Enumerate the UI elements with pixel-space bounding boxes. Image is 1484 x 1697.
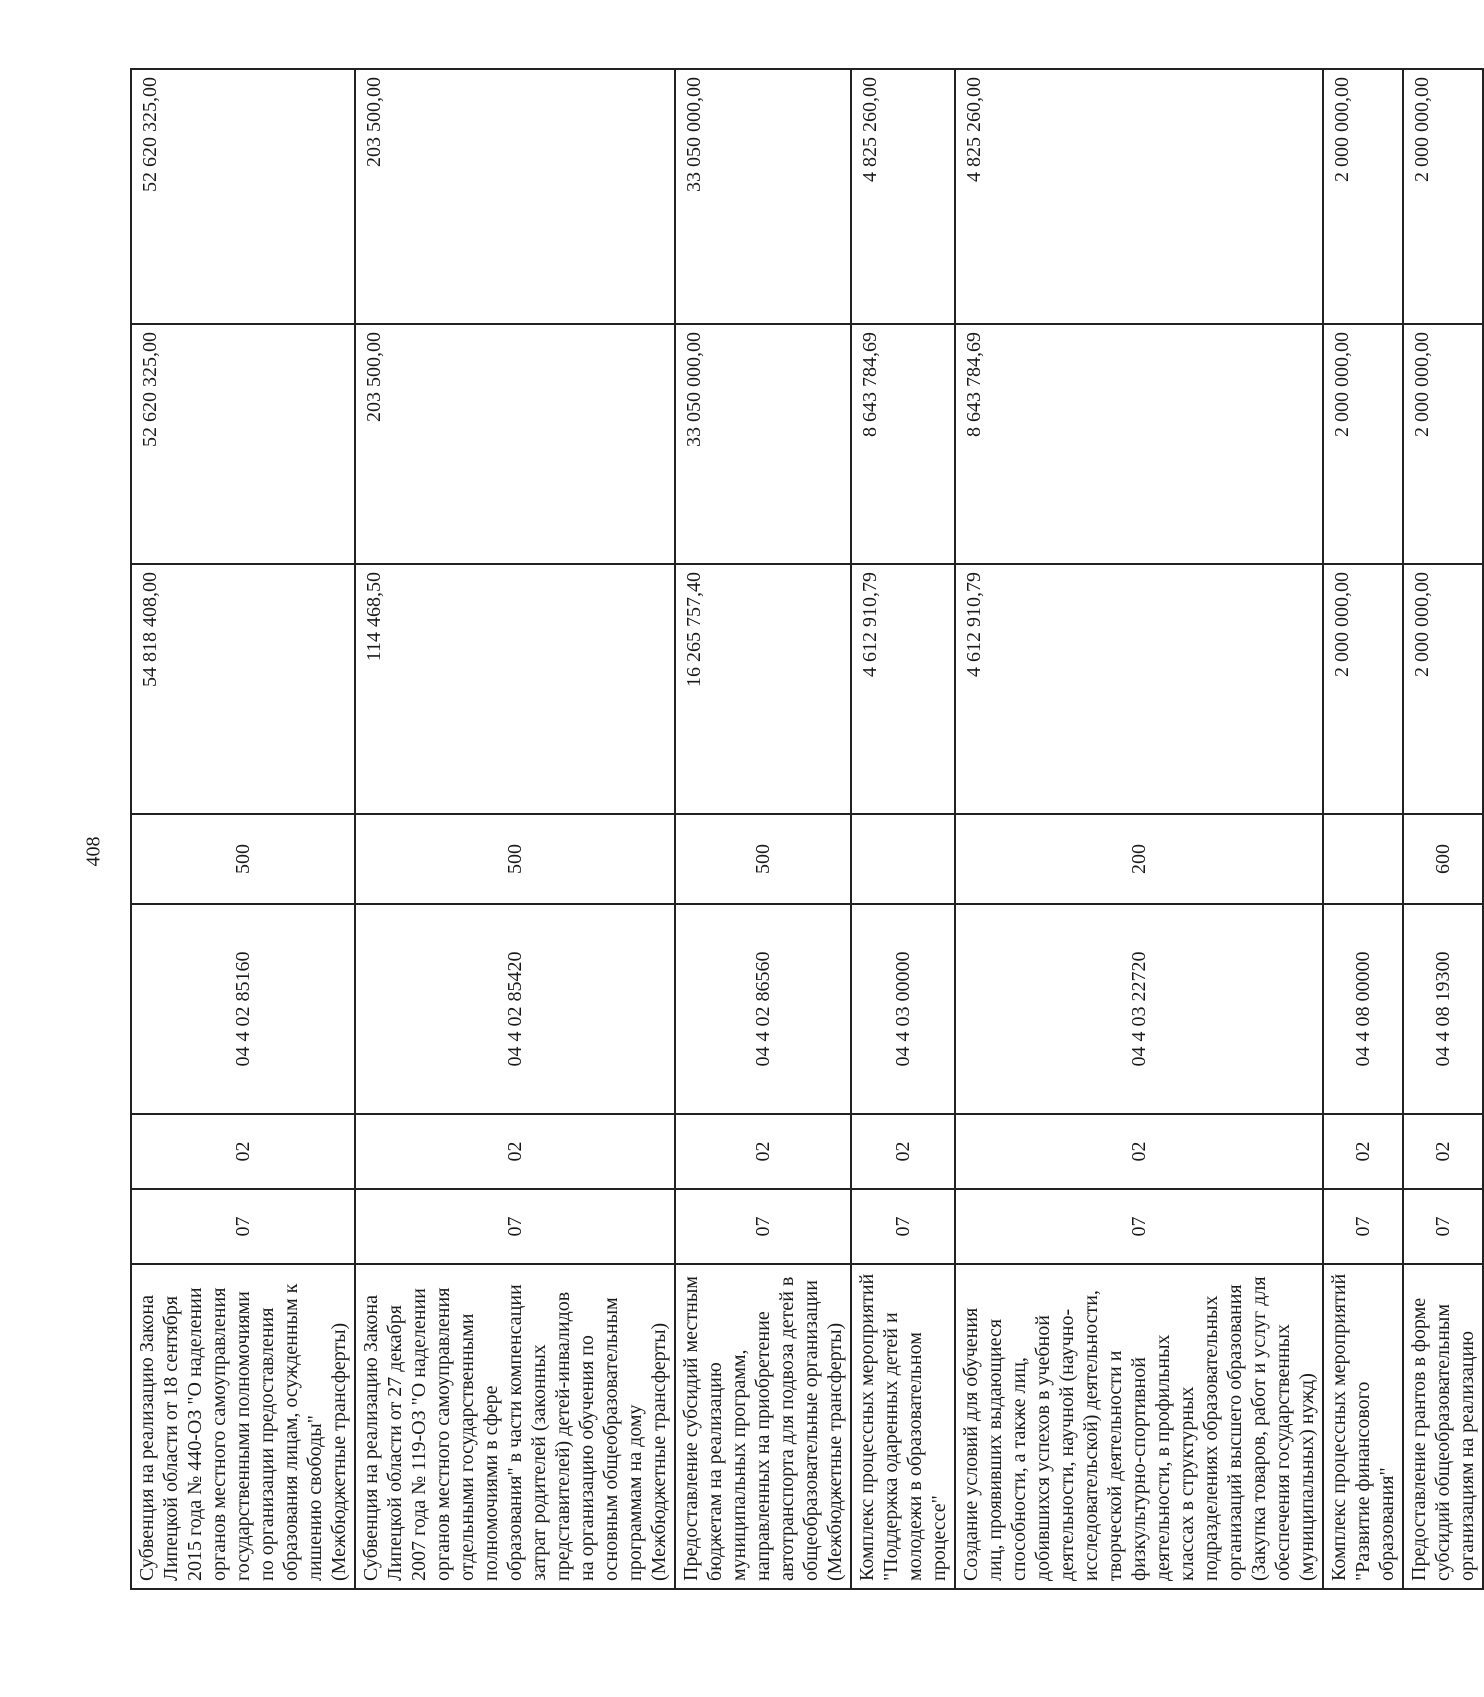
amount-1: 16 265 757,40 [675,564,851,814]
amount-3: 4 825 260,00 [955,69,1323,324]
target-article: 04 4 02 85160 [131,904,355,1114]
row-description: Создание условий для обучения лиц, проявивших выдающиеся способности, а также лиц, добившихся успехов в учебной деятельности, научной (научно-исследовательской) деятельности, творческой деятельности и физкультурно-спортивной деятельности, в профильных классах в структурных подразделениях образовательных организаций высшего образования (Закупка товаров, работ и услуг для обеспечения государственных (муниципальных) нужд) [955,1264,1323,1589]
amount-1: 114 468,50 [355,564,675,814]
table-row [955,69,1323,1589]
target-article: 04 4 08 00000 [1323,904,1403,1114]
amount-1: 2 000 000,00 [1323,564,1403,814]
row-description: Предоставление грантов в форме субсидий общеобразовательным организациям на реализацию [1403,1264,1483,1589]
amount-2: 203 500,00 [355,324,675,564]
row-description: Субвенция на реализацию Закона Липецкой области от 27 декабря 2007 года № 119-ОЗ "О наделении органов местного самоуправления отдельными государственными полномочиями в сфере образования" в части компенсации затрат родителей (законных представителей) детей-инвалидов на организацию обучения по основным общеобразовательным программам на дому (Межбюджетные трансферты) [355,1264,675,1589]
subsection-code: 02 [675,1114,851,1189]
section-code: 07 [1323,1189,1403,1264]
section-code: 07 [1403,1189,1483,1264]
amount-3: 52 620 325,00 [131,69,355,324]
table-row [1323,69,1403,1589]
amount-1: 4 612 910,79 [851,564,955,814]
expense-type: 500 [355,814,675,904]
target-article: 04 4 08 19300 [1403,904,1483,1114]
table-row [131,69,355,1589]
subsection-code: 02 [955,1114,1323,1189]
amount-3: 4 825 260,00 [851,69,955,324]
amount-3: 203 500,00 [355,69,675,324]
expense-type: 200 [955,814,1323,904]
amount-1: 54 818 408,00 [131,564,355,814]
table-row [1403,69,1483,1589]
expense-type [1323,814,1403,904]
row-description: Комплекс процессных мероприятий "Развитие финансового образования" [1323,1264,1403,1589]
amount-3: 2 000 000,00 [1403,69,1483,324]
amount-3: 2 000 000,00 [1323,69,1403,324]
section-code: 07 [131,1189,355,1264]
target-article: 04 4 03 22720 [955,904,1323,1114]
target-article: 04 4 02 85420 [355,904,675,1114]
expense-type [851,814,955,904]
amount-2: 8 643 784,69 [851,324,955,564]
amount-2: 8 643 784,69 [955,324,1323,564]
expense-type: 600 [1403,814,1483,904]
amount-3: 33 050 000,00 [675,69,851,324]
table-row [355,69,675,1589]
target-article: 04 4 02 86560 [675,904,851,1114]
amount-2: 52 620 325,00 [131,324,355,564]
section-code: 07 [851,1189,955,1264]
rotated-budget-table [130,70,1478,1590]
expense-type: 500 [131,814,355,904]
page-number: 408 [82,836,105,867]
subsection-code: 02 [131,1114,355,1189]
section-code: 07 [955,1189,1323,1264]
subsection-code: 02 [851,1114,955,1189]
subsection-code: 02 [1323,1114,1403,1189]
amount-2: 33 050 000,00 [675,324,851,564]
row-description: Комплекс процессных мероприятий "Поддержка одаренных детей и молодежи в образовательном процессе" [851,1264,955,1589]
budget-table [130,68,1484,1590]
amount-2: 2 000 000,00 [1323,324,1403,564]
subsection-code: 02 [1403,1114,1483,1189]
amount-2: 2 000 000,00 [1403,324,1483,564]
expense-type: 500 [675,814,851,904]
section-code: 07 [675,1189,851,1264]
amount-1: 2 000 000,00 [1403,564,1483,814]
row-description: Субвенция на реализацию Закона Липецкой области от 18 сентября 2015 года № 440-ОЗ "О наделении органов местного самоуправления государственными полномочиями по организации предоставления образования лицам, осужденным к лишению свободы" (Межбюджетные трансферты) [131,1264,355,1589]
target-article: 04 4 03 00000 [851,904,955,1114]
section-code: 07 [355,1189,675,1264]
subsection-code: 02 [355,1114,675,1189]
row-description: Предоставление субсидий местным бюджетам на реализацию муниципальных программ, направленных на приобретение автотранспорта для подвоза детей в общеобразовательные организации (Межбюджетные трансферты) [675,1264,851,1589]
table-row [675,69,851,1589]
table-row [851,69,955,1589]
amount-1: 4 612 910,79 [955,564,1323,814]
